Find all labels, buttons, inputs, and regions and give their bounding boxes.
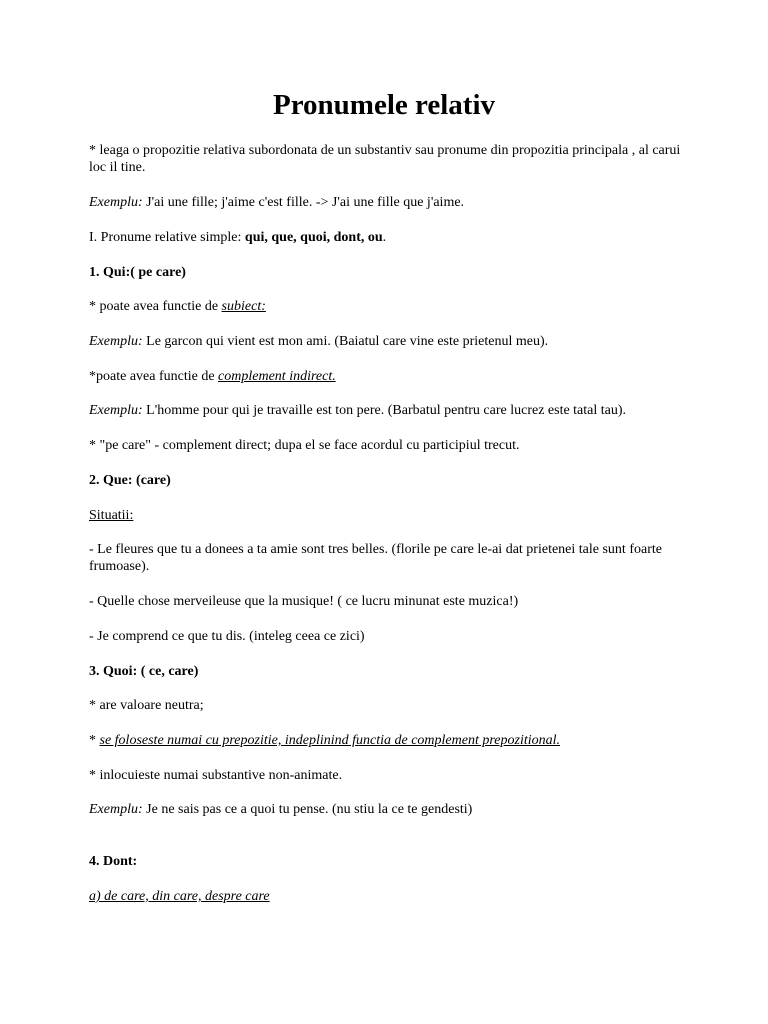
simple-pronouns-line (89, 229, 689, 246)
quoi-point-2 (89, 732, 689, 749)
example-label: Exemplu: (89, 195, 143, 210)
que-situation-1: - Le fleures que tu a donees a ta amie sont tres belles. (florile pe care le-ai dat prietenei tale sunt foarte frumoase). (89, 542, 662, 574)
section-heading-quoi: 3. Quoi: ( ce, care) (89, 664, 199, 679)
quoi-point-2-text: se foloseste numai cu prepozitie, indeplinind functia de complement prepozitional. (99, 733, 561, 748)
section-heading-dont: 4. Dont: (89, 854, 138, 869)
example-text: J'ai une fille; j'aime c'est fille. -> J'ai une fille que j'aime. (142, 195, 465, 210)
qui-function-prefix: *poate avea functie de (89, 369, 219, 384)
quoi-example (89, 801, 689, 818)
bullet-star: * (89, 733, 100, 748)
dont-item-a: a) de care, din care, despre care (89, 889, 270, 904)
example-text: Le garcon qui vient est mon ami. (Baiatul care vine este prietenul meu). (142, 334, 549, 349)
que-situation-3: - Je comprend ce que tu dis. (inteleg ceea ce zici) (89, 629, 365, 644)
section-heading-qui: 1. Qui:( pe care) (89, 265, 186, 280)
que-situation-2: - Quelle chose merveileuse que la musique! ( ce lucru minunat este muzica!) (89, 594, 519, 609)
que-situatii-label: Situatii: (89, 508, 134, 523)
example-label: Exemplu: (89, 334, 143, 349)
simple-pronouns-list: qui, que, quoi, dont, ou (244, 230, 383, 245)
qui-function-subject (89, 298, 689, 315)
quoi-point-3: * inlocuieste numai substantive non-animate. (89, 768, 343, 783)
example-text: L'homme pour qui je travaille est ton pere. (Barbatul pentru care lucrez este tatal tau). (142, 403, 627, 418)
qui-example-2 (89, 402, 689, 419)
qui-example-1 (89, 333, 689, 350)
section-heading-que: 2. Que: (care) (89, 473, 171, 488)
example-label: Exemplu: (89, 802, 143, 817)
intro-paragraph: * leaga o propozitie relativa subordonata de un substantiv sau pronume din propozitia principala , al carui loc il tine. (89, 143, 681, 175)
example-text: Je ne sais pas ce a quoi tu pense. (nu stiu la ce te gendesti) (142, 802, 473, 817)
qui-function-term: subiect: (221, 299, 266, 314)
example-intro (89, 194, 689, 211)
qui-function-term: complement indirect. (218, 369, 336, 384)
simple-pronouns-end: . (382, 230, 387, 245)
qui-note: * "pe care" - complement direct; dupa el se face acordul cu participiul trecut. (89, 438, 520, 453)
simple-pronouns-text: I. Pronume relative simple: (89, 230, 245, 245)
qui-function-indirect (89, 368, 689, 385)
example-label: Exemplu: (89, 403, 143, 418)
qui-function-prefix: * poate avea functie de (89, 299, 222, 314)
quoi-point-1: * are valoare neutra; (89, 698, 204, 713)
page-title: Pronumele relativ (272, 89, 496, 121)
